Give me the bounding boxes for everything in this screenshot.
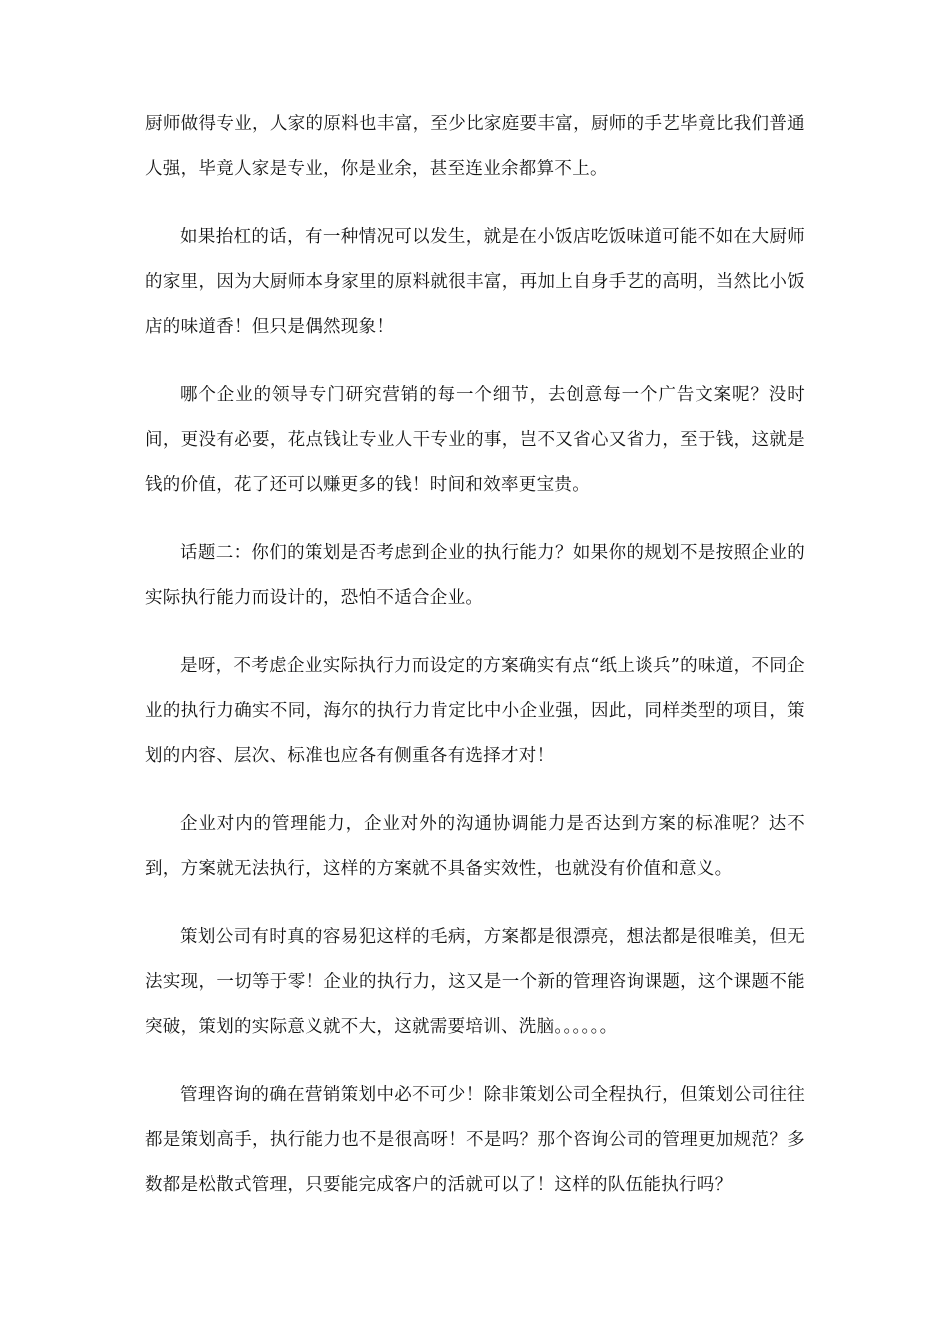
paragraph: 企业对内的管理能力，企业对外的沟通协调能力是否达到方案的标准呢？达不到，方案就无法执行，这样的方案就不具备实效性，也就没有价值和意义。 — [145, 814, 805, 879]
paragraph: 如果抬杠的话，有一种情况可以发生，就是在小饭店吃饭味道可能不如在大厨师的家里，因为大厨师本身家里的原料就很丰富，再加上自身手艺的高明，当然比小饭店的味道香！但只是偶然现象！ — [145, 227, 805, 337]
paragraph: 是呀，不考虑企业实际执行力而设定的方案确实有点“纸上谈兵”的味道，不同企业的执行力确实不同，海尔的执行力肯定比中小企业强，因此，同样类型的项目，策划的内容、层次、标准也应各有侧重各有选择才对！ — [145, 656, 805, 766]
paragraph: 策划公司有时真的容易犯这样的毛病，方案都是很漂亮，想法都是很唯美，但无法实现，一切等于零！企业的执行力，这又是一个新的管理咨询课题，这个课题不能突破，策划的实际意义就不大，这就需要培训、洗脑。。。。。。 — [145, 927, 805, 1037]
paragraph: 厨师做得专业，人家的原料也丰富，至少比家庭要丰富，厨师的手艺毕竟比我们普通人强，毕竟人家是专业，你是业余，甚至连业余都算不上。 — [145, 114, 805, 179]
document-body — [145, 102, 805, 1231]
paragraph: 管理咨询的确在营销策划中必不可少！除非策划公司全程执行，但策划公司往往都是策划高手，执行能力也不是很高呀！不是吗？那个咨询公司的管理更加规范？多数都是松散式管理，只要能完成客户的活就可以了！这样的队伍能执行吗？ — [145, 1085, 805, 1195]
paragraph: 哪个企业的领导专门研究营销的每一个细节，去创意每一个广告文案呢？没时间，更没有必要，花点钱让专业人干专业的事，岂不又省心又省力，至于钱，这就是钱的价值，花了还可以赚更多的钱！时间和效率更宝贵。 — [145, 385, 805, 495]
paragraph: 话题二：你们的策划是否考虑到企业的执行能力？如果你的规划不是按照企业的实际执行能力而设计的，恐怕不适合企业。 — [145, 543, 805, 608]
